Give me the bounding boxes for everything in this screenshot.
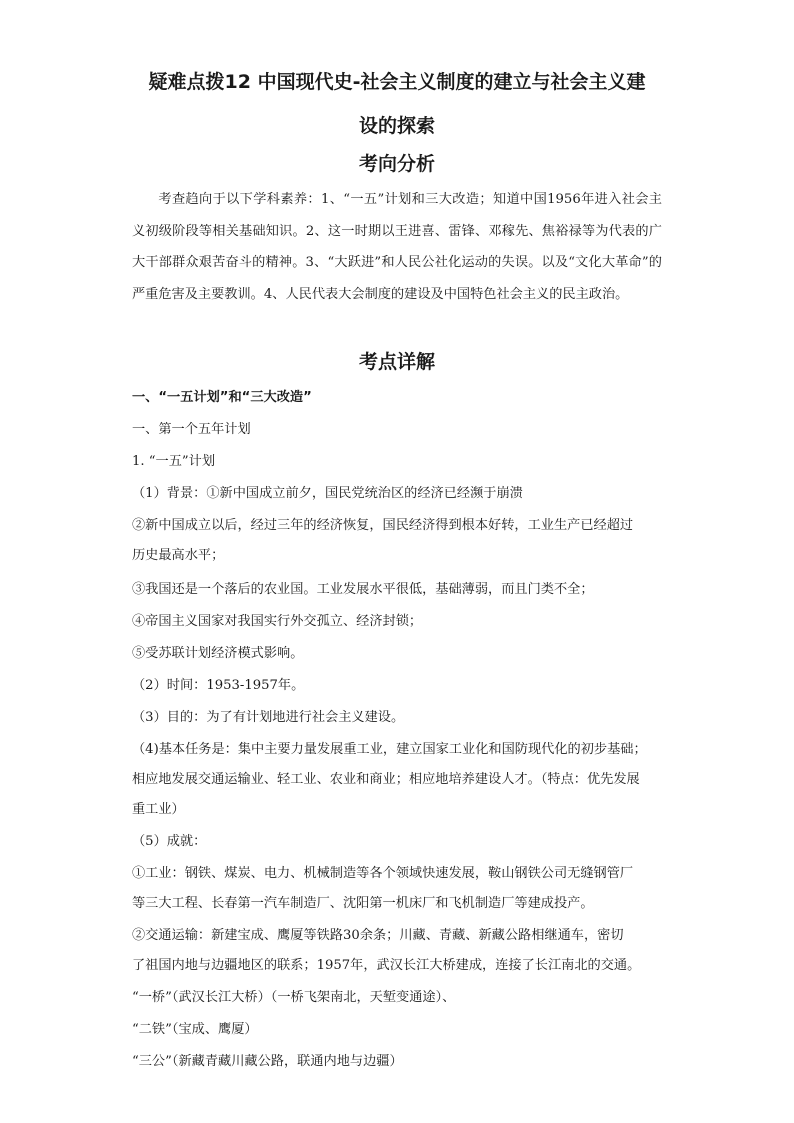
text-line: ①工业：钢铁、煤炭、电力、机械制造等各个领域快速发展，鞍山钢铁公司无缝钢管厂 <box>132 866 634 881</box>
text-line: 等三大工程、长春第一汽车制造厂、沈阳第一机床厂和飞机制造厂等建成投产。 <box>132 896 594 911</box>
section-heading-details: 考点详解 <box>358 351 435 373</box>
text-line: 1. “一五”计划 <box>132 454 216 469</box>
text-line: （4)基本任务是：集中主要力量发展重工业，建立国家工业化和国防现代化的初步基础； <box>132 742 647 757</box>
text-line: （5）成就： <box>132 834 207 849</box>
text-line: 历史最高水平； <box>132 548 225 563</box>
text-line: ④帝国主义国家对我国实行外交孤立、经济封锁； <box>132 614 423 629</box>
text-line: “一桥”（武汉长江大桥）（一桥飞架南北，天堑变通途）、 <box>132 990 456 1005</box>
text-line: 重工业） <box>132 802 185 817</box>
text-line: ②交通运输：新建宝成、鹰厦等铁路30余条；川藏、青藏、新藏公路相继通车，密切 <box>132 928 624 943</box>
text-line: “二铁”（宝成、鹰厦） <box>132 1022 258 1037</box>
text-line: ⑤受苏联计划经济模式影响。 <box>132 646 304 661</box>
text-line: 一、第一个五年计划 <box>132 422 251 437</box>
subsection-heading: 一、“一五计划”和“三大改造” <box>132 390 312 405</box>
text-line: ②新中国成立以后，经过三年的经济恢复，国民经济得到根本好转，工业生产已经超过 <box>132 518 634 533</box>
text-line: （1）背景：①新中国成立前夕，国民党统治区的经济已经濒于崩溃 <box>132 486 523 501</box>
text-line: （3）目的：为了有计划地进行社会主义建设。 <box>132 710 405 725</box>
text-line: （2）时间：1953-1957年。 <box>132 678 305 693</box>
text-line: “三公”（新藏青藏川藏公路，联通内地与边疆） <box>132 1054 403 1069</box>
text-line: 了祖国内地与边疆地区的联系；1957年，武汉长江大桥建成，连接了长江南北的交通。 <box>132 958 641 973</box>
text-line: ③我国还是一个落后的农业国。工业发展水平很低，基础薄弱，而且门类不全； <box>132 582 594 597</box>
section-heading-analysis: 考向分析 <box>358 153 435 175</box>
analysis-paragraph: 考查趋向于以下学科素养：1、“一五”计划和三大改造；知道中国1956年进入社会主义初级阶段等相关基础知识。2、这一时期以王进喜、雷锋、邓稼先、焦裕禄等为代表的广大干部群众艰苦奋斗的精神。3、“大跃进”和人民公社化运动的失误。以及“文化大革命”的严重危害及主要教训。4、人民代表大会制度的建设及中国特色社会主义的民主政治。 <box>132 192 662 302</box>
document-title-line-2: 设的探索 <box>358 115 435 137</box>
text-line: 相应地发展交通运输业、轻工业、农业和商业；相应地培养建设人才。（特点：优先发展 <box>132 772 640 787</box>
document-title-line-1: 疑难点拨12 中国现代史-社会主义制度的建立与社会主义建 <box>148 71 646 93</box>
